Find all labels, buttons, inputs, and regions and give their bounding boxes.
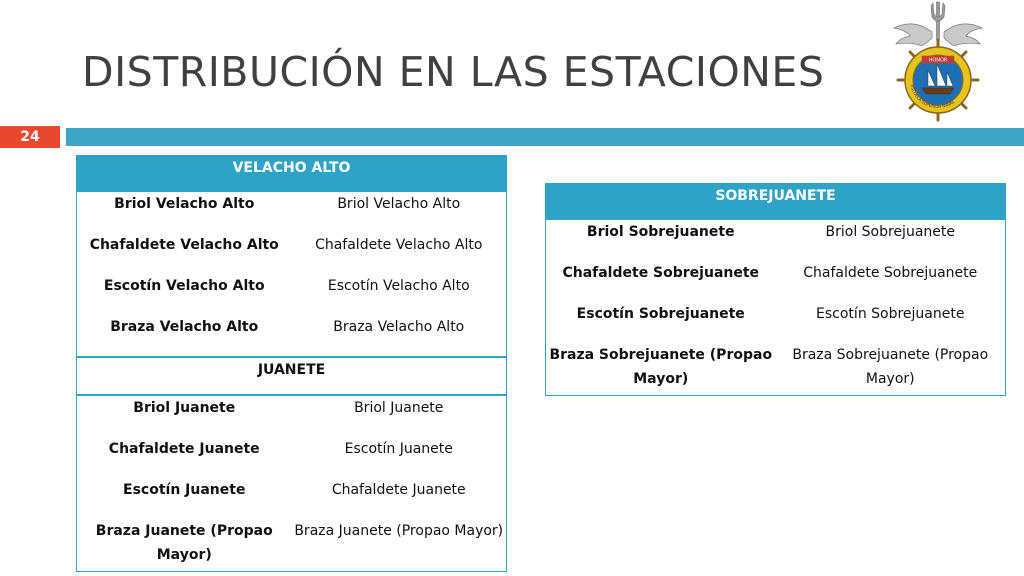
slide-number-badge: 24 (0, 126, 60, 148)
accent-bar (66, 128, 1024, 146)
left-stations-table (76, 155, 507, 572)
table-cell: Chafaldete Velacho Alto (89, 237, 279, 253)
table-row (546, 261, 1006, 302)
table-cell: Braza Velacho Alto (333, 319, 465, 335)
table-row (77, 192, 507, 233)
section-header: VELACHO ALTO (77, 156, 507, 193)
section-header-row (77, 156, 507, 193)
slide-title: DISTRIBUCIÓN EN LAS ESTACIONES (82, 48, 825, 96)
table-cell: Chafaldete Sobrejuanete (803, 265, 978, 281)
table-cell: Briol Sobrejuanete (825, 224, 955, 240)
section-header-row (546, 184, 1006, 221)
table-row (77, 519, 507, 572)
emblem-ring-text: ESCUELA SUPERIOR NAVAL (909, 84, 956, 110)
table-cell: Chafaldete Juanete (108, 441, 260, 457)
table-cell: Escotín Sobrejuanete (816, 306, 965, 322)
table-cell: Briol Velacho Alto (114, 196, 255, 212)
trident-icon (931, 2, 945, 40)
table-cell: Chafaldete Velacho Alto (315, 237, 483, 253)
table-cell: Briol Sobrejuanete (586, 224, 735, 240)
section-header: SOBREJUANETE (546, 184, 1006, 221)
table-cell: Braza Juanete (Propao Mayor) (294, 523, 504, 539)
table-row (546, 302, 1006, 343)
right-stations-table (545, 183, 1006, 396)
table-cell: Braza Juanete (Propao Mayor) (95, 523, 273, 563)
table-cell: Escotín Velacho Alto (327, 278, 470, 294)
table-cell: Chafaldete Sobrejuanete (562, 265, 760, 281)
table-cell: Escotín Velacho Alto (103, 278, 265, 294)
table-row (77, 437, 507, 478)
table-cell: Escotín Sobrejuanete (576, 306, 745, 322)
table-row (77, 315, 507, 357)
table-row (77, 233, 507, 274)
naval-emblem-icon (888, 0, 988, 122)
table-cell: Escotín Juanete (344, 441, 453, 457)
emblem-band-text: HONOR (928, 57, 948, 64)
table-row (546, 220, 1006, 261)
table-cell: Braza Velacho Alto (110, 319, 259, 335)
table-cell: Briol Juanete (133, 400, 236, 416)
table-row (77, 274, 507, 315)
table-cell: Escotín Juanete (123, 482, 246, 498)
table-cell: Braza Sobrejuanete (Propao Mayor) (792, 347, 989, 387)
table-cell: Chafaldete Juanete (331, 482, 466, 498)
table-cell: Briol Juanete (354, 400, 444, 416)
table-row (546, 343, 1006, 396)
section-header: JUANETE (77, 357, 507, 395)
table-cell: Briol Velacho Alto (337, 196, 461, 212)
table-row (77, 478, 507, 519)
table-row (77, 395, 507, 437)
section-header-row (77, 357, 507, 395)
table-cell: Braza Sobrejuanete (Propao Mayor) (549, 347, 773, 387)
